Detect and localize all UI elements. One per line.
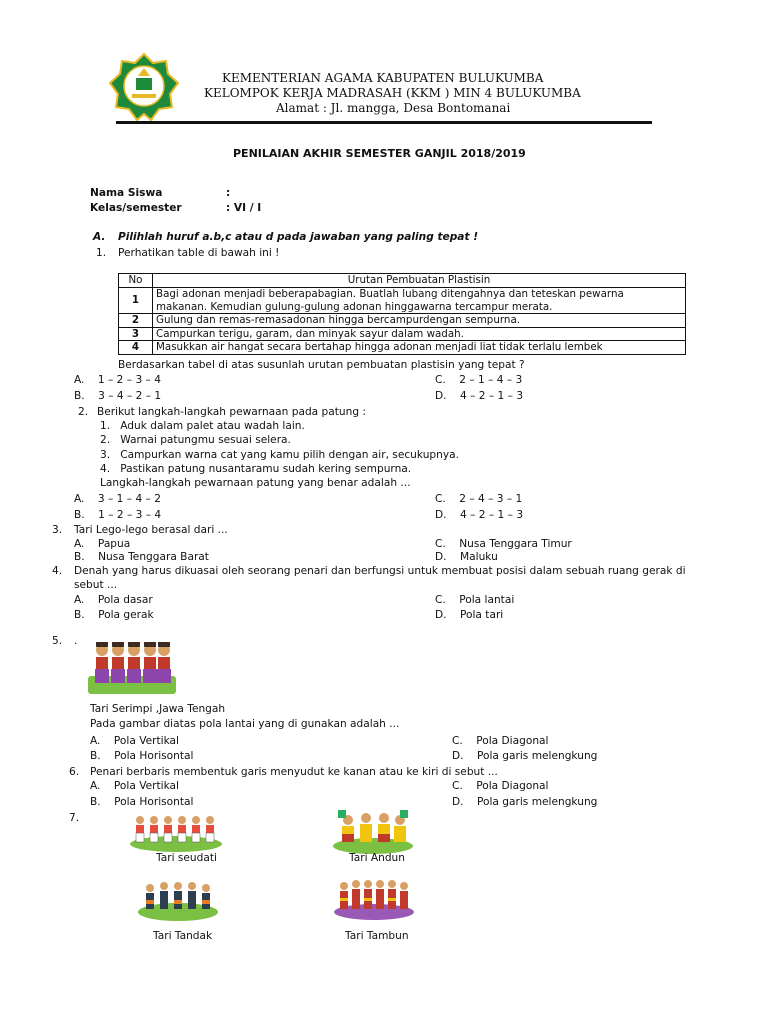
q1-option-a[interactable]: A. 1 – 2 – 3 – 4 [74, 374, 161, 386]
option-text: Pola Horisontal [114, 750, 194, 762]
q3-option-a[interactable]: A. Papua [74, 538, 131, 550]
table-head-no: No [119, 274, 153, 288]
q2-step-3 [100, 449, 459, 461]
q2-option-b[interactable]: B. 1 – 2 – 3 – 4 [74, 509, 162, 521]
q5-caption: Tari Serimpi ,Jawa Tengah [90, 703, 226, 715]
q1-option-d[interactable]: D. 4 – 2 – 1 – 3 [435, 390, 524, 402]
student-name-label: Nama Siswa [90, 187, 163, 199]
section-a-letter: A. [93, 231, 106, 243]
table-cell-text: makanan. Kemudian gulung-gulung adonan hinggawarna tercampur merata. [156, 300, 553, 313]
tandak-dancers-image [136, 878, 220, 922]
q4-number: 4. [52, 565, 63, 577]
dance-label-andun: Tari Andun [349, 852, 405, 864]
table-cell-step: Masukkan air hangat secara bertahap hingga adonan menjadi liat tidak terlalu lembek [153, 341, 686, 355]
q7-number: 7. [69, 812, 80, 824]
q6-option-b[interactable]: B. Pola Horisontal [90, 796, 194, 808]
q2-step-4 [100, 463, 411, 475]
table-cell-no: 2 [119, 314, 153, 328]
exam-title: PENILAIAN AKHIR SEMESTER GANJIL 2018/2019 [233, 147, 526, 160]
q1-text: Perhatikan table di bawah ini ! [118, 247, 280, 259]
step-text: Warnai patungmu sesuai selera. [120, 434, 291, 446]
option-text: Pola gerak [98, 609, 154, 621]
q5-option-b[interactable]: B. Pola Horisontal [90, 750, 194, 762]
q2-step-1 [100, 420, 305, 432]
step-number: 1. [100, 420, 111, 432]
option-text: Pola Diagonal [476, 780, 549, 792]
option-text: Pola Diagonal [476, 735, 549, 747]
option-text: Maluku [460, 551, 498, 563]
q3-option-d[interactable]: D. Maluku [435, 551, 498, 563]
header-line-1: KEMENTERIAN AGAMA KABUPATEN BULUKUMBA [222, 71, 544, 85]
q1-option-b[interactable]: B. 3 – 4 – 2 – 1 [74, 390, 162, 402]
q5-dot: . [74, 635, 78, 647]
dance-label-seudati: Tari seudati [156, 852, 217, 864]
q4-option-a[interactable]: A. Pola dasar [74, 594, 153, 606]
option-text: Pola dasar [97, 594, 153, 606]
option-text: Pola garis melengkung [477, 750, 598, 762]
option-text: Pola garis melengkung [477, 796, 598, 808]
q5-number: 5. [52, 635, 63, 647]
q2-number: 2. [78, 406, 89, 418]
step-text: Campurkan warna cat yang kamu pilih dengan air, secukupnya. [120, 449, 459, 461]
seudati-dancers-image [128, 812, 224, 854]
table-header-row [119, 274, 686, 288]
q2-option-c[interactable]: C. 2 – 4 – 3 – 1 [435, 493, 523, 505]
option-text: Pola Horisontal [114, 796, 194, 808]
class-semester-label: Kelas/semester [90, 202, 182, 214]
option-text: 1 – 2 – 3 – 4 [98, 509, 162, 521]
dance-label-tambun: Tari Tambun [345, 930, 409, 942]
option-text: 3 – 1 – 4 – 2 [97, 493, 161, 505]
plasticine-steps-table [118, 273, 686, 355]
table-cell-text: Bagi adonan menjadi beberapabagian. Buatlah lubang ditengahnya dan teteskan pewarna [156, 288, 624, 300]
ministry-logo [106, 52, 182, 124]
q1-question: Berdasarkan tabel di atas susunlah urutan pembuatan plastisin yang tepat ? [118, 359, 525, 371]
option-text: Nusa Tenggara Timur [459, 538, 572, 550]
table-cell-no: 1 [119, 288, 153, 314]
q3-number: 3. [52, 524, 63, 536]
q1-number: 1. [96, 247, 107, 259]
table-cell-step [153, 288, 686, 314]
header-address: Alamat : Jl. mangga, Desa Bontomanai [276, 101, 511, 115]
q2-text: Berikut langkah-langkah pewarnaan pada patung : [97, 406, 366, 418]
q1-option-c[interactable]: C. 2 – 1 – 4 – 3 [435, 374, 523, 386]
option-text: Nusa Tenggara Barat [98, 551, 209, 563]
student-name-field[interactable]: : [226, 187, 231, 199]
q6-number: 6. [69, 766, 80, 778]
dance-label-tandak: Tari Tandak [153, 930, 213, 942]
table-cell-no: 4 [119, 341, 153, 355]
option-text: Pola lantai [459, 594, 515, 606]
q2-question: Langkah-langkah pewarnaan patung yang benar adalah ... [100, 477, 411, 489]
table-row [119, 288, 686, 314]
step-number: 4. [100, 463, 111, 475]
q4-option-d[interactable]: D. Pola tari [435, 609, 504, 621]
option-text: 3 – 4 – 2 – 1 [98, 390, 162, 402]
q4-text-line-1: Denah yang harus dikuasai oleh seorang penari dan berfungsi untuk membuat posisi dalam sebuah ruang gerak di [74, 565, 686, 577]
q4-option-c[interactable]: C. Pola lantai [435, 594, 515, 606]
table-cell-step: Campurkan terigu, garam, dan minyak sayur dalam wadah. [153, 327, 686, 341]
table-row [119, 341, 686, 355]
q6-option-d[interactable]: D. Pola garis melengkung [452, 796, 598, 808]
class-semester-value: : VI / I [226, 202, 262, 214]
andun-dancers-image [330, 808, 416, 856]
q5-question: Pada gambar diatas pola lantai yang di gunakan adalah ... [90, 718, 400, 730]
step-number: 2. [100, 434, 111, 446]
option-text: 4 – 2 – 1 – 3 [460, 390, 524, 402]
table-head-title: Urutan Pembuatan Plastisin [153, 274, 686, 288]
option-text: Papua [97, 538, 131, 550]
step-number: 3. [100, 449, 111, 461]
option-text: 2 – 4 – 3 – 1 [459, 493, 523, 505]
q3-option-c[interactable]: C. Nusa Tenggara Timur [435, 538, 572, 550]
option-text: Pola tari [460, 609, 504, 621]
tambun-dancers-image [332, 876, 416, 922]
table-cell-no: 3 [119, 327, 153, 341]
table-row [119, 327, 686, 341]
section-a-instruction: Pilihlah huruf a.b,c atau d pada jawaban yang paling tepat ! [118, 231, 479, 243]
q4-option-b[interactable]: B. Pola gerak [74, 609, 154, 621]
q5-option-a[interactable]: A. Pola Vertikal [90, 735, 179, 747]
option-text: Pola Vertikal [113, 735, 179, 747]
header-divider [116, 121, 652, 124]
q3-text: Tari Lego-lego berasal dari ... [74, 524, 228, 536]
option-text: 1 – 2 – 3 – 4 [97, 374, 161, 386]
table-cell-step: Gulung dan remas-remasadonan hingga bercampurdengan sempurna. [153, 314, 686, 328]
q5-option-d[interactable]: D. Pola garis melengkung [452, 750, 598, 762]
q2-option-d[interactable]: D. 4 – 2 – 1 – 3 [435, 509, 524, 521]
header-line-2: KELOMPOK KERJA MADRASAH (KKM ) MIN 4 BULUKUMBA [204, 86, 581, 100]
q6-text: Penari berbaris membentuk garis menyudut ke kanan atau ke kiri di sebut ... [90, 766, 498, 778]
q4-text-line-2: sebut ... [74, 579, 118, 591]
table-row [119, 314, 686, 328]
q2-option-a[interactable]: A. 3 – 1 – 4 – 2 [74, 493, 161, 505]
step-text: Pastikan patung nusantaramu sudah kering sempurna. [120, 463, 412, 475]
option-text: 4 – 2 – 1 – 3 [460, 509, 524, 521]
q2-step-2 [100, 434, 291, 446]
q5-option-c[interactable]: C. Pola Diagonal [452, 735, 549, 747]
q3-option-b[interactable]: B. Nusa Tenggara Barat [74, 551, 209, 563]
step-text: Aduk dalam palet atau wadah lain. [120, 420, 305, 432]
q6-option-c[interactable]: C. Pola Diagonal [452, 780, 549, 792]
option-text: Pola Vertikal [113, 780, 179, 792]
serimpi-dancers-image [86, 636, 178, 698]
option-text: 2 – 1 – 4 – 3 [459, 374, 523, 386]
q6-option-a[interactable]: A. Pola Vertikal [90, 780, 179, 792]
